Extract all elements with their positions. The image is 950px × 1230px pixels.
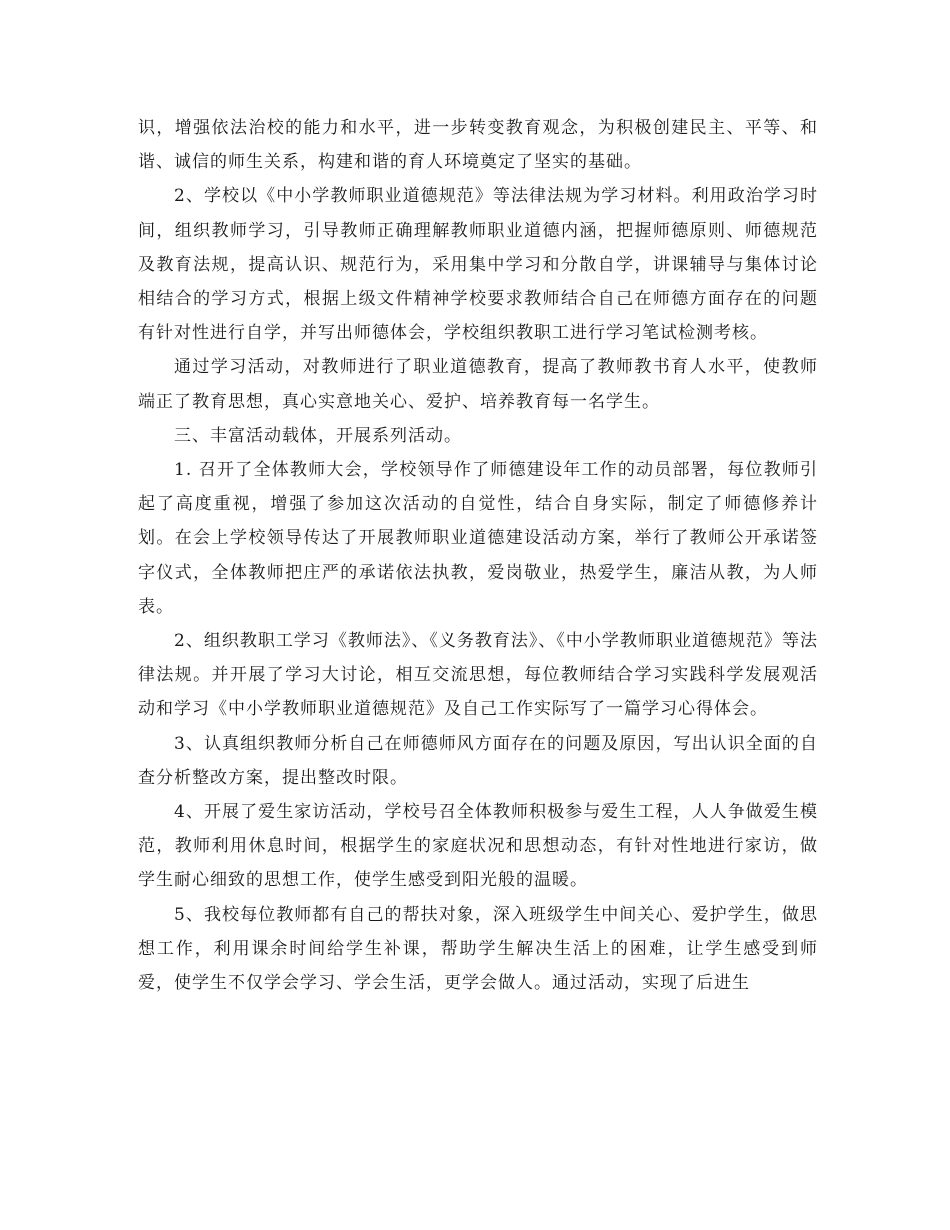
paragraph: 2、组织教职工学习《教师法》、《义务教育法》、《中小学教师职业道德规范》等法律法规。并开展了学习大讨论，相互交流思想，每位教师结合学习实践科学发展观活动和学习《中小学教师职业道德规范》及自己工作实际写了一篇学习心得体会。 bbox=[138, 631, 818, 720]
paragraph: 1. 召开了全体教师大会，学校领导作了师德建设年工作的动员部署，每位教师引起了高度重视，增强了参加这次活动的自觉性，结合自身实际，制定了师德修养计划。在会上学校领导传达了开展教师职业道德建设活动方案，举行了教师公开承诺签字仪式，全体教师把庄严的承诺依法执教，爱岗敬业，热爱学生，廉洁从教，为人师表。 bbox=[138, 460, 818, 617]
paragraph: 识，增强依法治校的能力和水平，进一步转变教育观念，为积极创建民主、平等、和谐、诚信的师生关系，构建和谐的育人环境奠定了坚实的基础。 bbox=[138, 118, 818, 173]
paragraph: 2、学校以《中小学教师职业道德规范》等法律法规为学习材料。利用政治学习时间，组织教师学习，引导教师正确理解教师职业道德内涵，把握师德原则、师德规范及教育法规，提高认识、规范行为，采用集中学习和分散自学，讲课辅导与集体讨论相结合的学习方式，根据上级文件精神学校要求教师结合自己在师德方面存在的问题有针对性进行自学，并写出师德体会，学校组织教职工进行学习笔试检测考核。 bbox=[138, 186, 818, 344]
paragraph: 3、认真组织教师分析自己在师德师风方面存在的问题及原因，写出认识全面的自查分析整改方案，提出整改时限。 bbox=[138, 733, 818, 788]
section-heading: 三、丰富活动载体，开展系列活动。 bbox=[174, 425, 462, 446]
paragraph: 5、我校每位教师都有自己的帮扶对象，深入班级学生中间关心、爱护学生，做思想工作，利用课余时间给学生补课，帮助学生解决生活上的困难，让学生感受到师爱，使学生不仅学会学习、学会生活，更学会做人。通过活动，实现了后进生 bbox=[138, 904, 818, 994]
paragraph: 4、开展了爱生家访活动，学校号召全体教师积极参与爱生工程，人人争做爱生模范，教师利用休息时间，根据学生的家庭状况和思想动态，有针对性地进行家访，做学生耐心细致的思想工作，使学生感受到阳光般的温暖。 bbox=[138, 802, 818, 891]
paragraph: 通过学习活动，对教师进行了职业道德教育，提高了教师教书育人水平，使教师端正了教育思想，真心实意地关心、爱护、培养教育每一名学生。 bbox=[138, 357, 818, 412]
document-body bbox=[138, 111, 818, 1000]
